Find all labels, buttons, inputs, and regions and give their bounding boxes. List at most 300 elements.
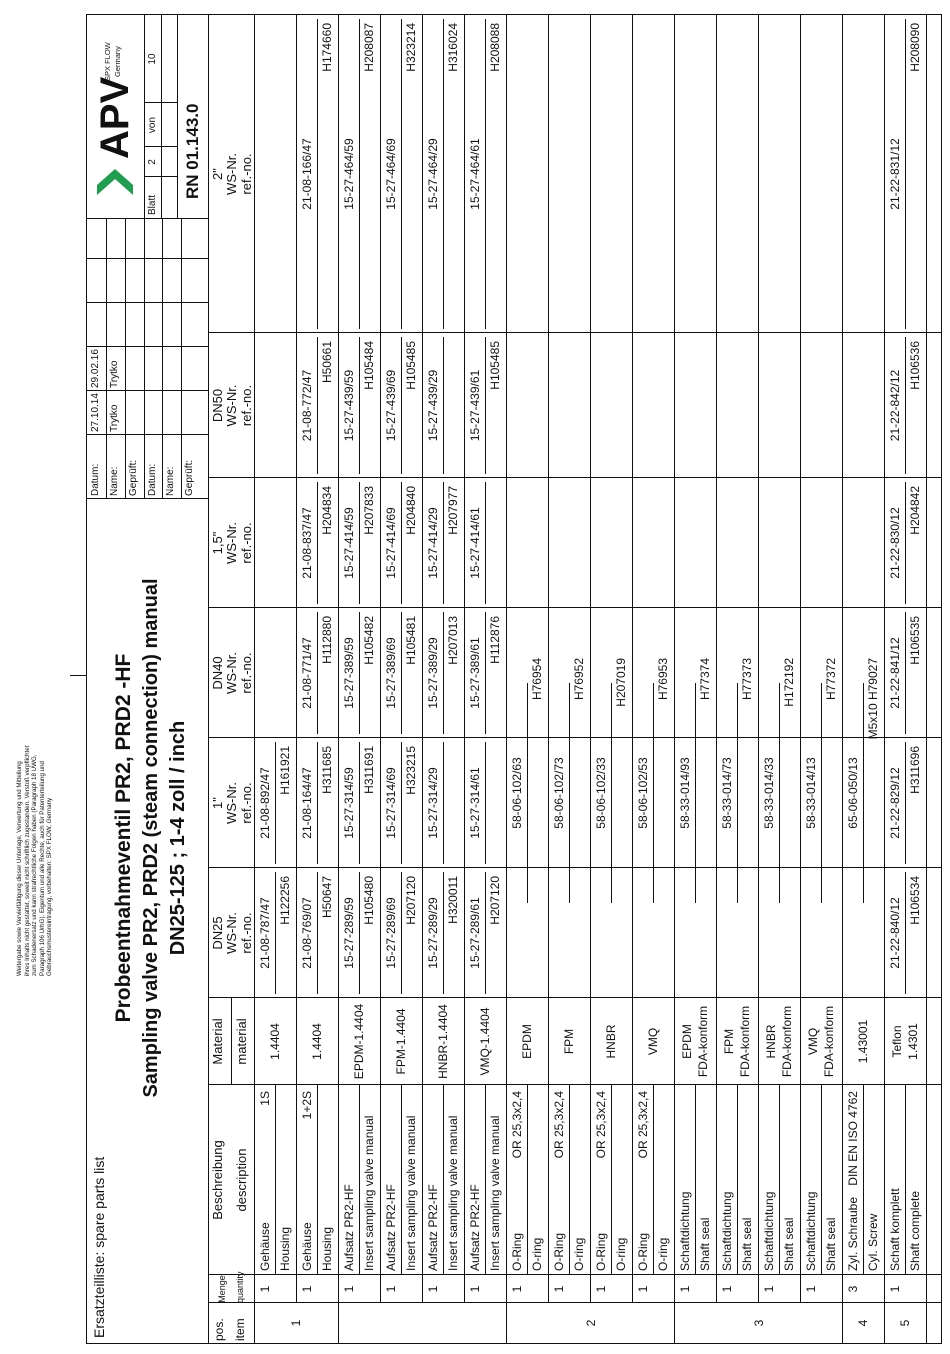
ws-number-cell: 15-27-389/59 bbox=[342, 637, 356, 709]
cell-underline bbox=[695, 683, 696, 903]
material-cell: HNBR bbox=[604, 1024, 618, 1059]
ref-number-cell: H208090 bbox=[908, 23, 922, 72]
ref-number-cell: H174660 bbox=[320, 23, 334, 72]
ws-number-label: WS-Nr. bbox=[224, 522, 239, 564]
ref-number-label: ref.-no. bbox=[239, 912, 254, 954]
description-de: O-Ring bbox=[594, 1232, 608, 1271]
ws-number-cell: 15-27-389/69 bbox=[384, 637, 398, 709]
name-label: Name: bbox=[109, 466, 120, 496]
description-en: Insert sampling valve manual bbox=[362, 1115, 376, 1271]
description-de: Schaft komplett bbox=[888, 1188, 902, 1271]
ref-number-cell: H105485 bbox=[488, 341, 502, 390]
description-en: Shaft complete bbox=[908, 1190, 922, 1271]
ws-number-cell: 21-22-840/12 bbox=[888, 897, 902, 969]
ws-number-cell: 21-08-772/47 bbox=[300, 369, 314, 442]
ref-number-cell: H207019 bbox=[614, 658, 628, 707]
sheet-total: 10 bbox=[147, 53, 158, 65]
quantity-cell: 1 bbox=[888, 1285, 902, 1293]
ws-number-cell: 15-27-289/69 bbox=[384, 897, 398, 969]
quantity-cell: 1 bbox=[594, 1285, 608, 1293]
revision-block bbox=[87, 15, 208, 499]
description-en: Shaft seal bbox=[698, 1217, 712, 1271]
size-header: DN25 bbox=[210, 916, 225, 950]
cell-underline bbox=[401, 19, 402, 329]
ref-number-cell: H207833 bbox=[362, 486, 376, 535]
ws-number-cell: 58-06-102/53 bbox=[636, 757, 650, 829]
desc-divider bbox=[485, 1085, 486, 1275]
quantity-header-en: quantity bbox=[235, 1271, 245, 1303]
material-cell-2: FDA-konform bbox=[780, 1005, 794, 1078]
description-spec: OR 25,3x2,4 bbox=[552, 1091, 566, 1159]
sheet-number: 2 bbox=[147, 159, 158, 165]
item-number: 5 bbox=[898, 1319, 912, 1327]
revision-date-1: 27.10.14 bbox=[90, 393, 101, 432]
ws-number-cell: 21-08-164/47 bbox=[300, 767, 314, 839]
size-header: 2" bbox=[210, 168, 225, 180]
ws-number-cell: 15-27-389/61 bbox=[468, 637, 482, 709]
ws-number-cell: 15-27-439/69 bbox=[384, 369, 398, 442]
revision-name-1: Trytko bbox=[109, 404, 120, 432]
material-cell: HNBR-1.4404 bbox=[436, 1004, 450, 1079]
cell-underline bbox=[569, 683, 570, 903]
cell-underline bbox=[653, 683, 654, 903]
description-de: O-Ring bbox=[552, 1232, 566, 1271]
cell-underline bbox=[527, 683, 528, 903]
cell-underline bbox=[485, 482, 486, 604]
ws-number-cell: 58-06-102/73 bbox=[552, 757, 566, 829]
description-header-en: description bbox=[234, 1148, 249, 1212]
ref-number-cell: H105481 bbox=[404, 616, 418, 665]
cell-underline bbox=[485, 612, 486, 734]
cell-underline bbox=[317, 872, 318, 994]
description-de: O-Ring bbox=[636, 1232, 650, 1271]
ref-number-cell: H323215 bbox=[404, 746, 418, 795]
ref-number-cell: H208087 bbox=[362, 23, 376, 72]
cell-underline bbox=[317, 612, 318, 734]
desc-divider bbox=[611, 1085, 612, 1275]
cell-underline bbox=[905, 872, 906, 994]
row-divider bbox=[548, 15, 549, 1303]
cell-underline bbox=[779, 683, 780, 903]
ref-number-label: ref.-no. bbox=[239, 522, 254, 564]
quantity-cell: 1 bbox=[762, 1285, 776, 1293]
desc-divider bbox=[275, 1085, 276, 1275]
checked-label: Geprüft: bbox=[128, 459, 139, 496]
ref-number-cell: H105480 bbox=[362, 876, 376, 925]
ref-number-cell: H172192 bbox=[782, 658, 796, 707]
cell-underline bbox=[317, 337, 318, 474]
description-en: Insert sampling valve manual bbox=[446, 1115, 460, 1271]
row-divider bbox=[716, 15, 717, 1303]
ref-number-cell: H76952 bbox=[572, 658, 586, 701]
cell-underline bbox=[737, 683, 738, 903]
ref-number-cell: H204834 bbox=[320, 486, 334, 535]
material-cell: VMQ bbox=[806, 1027, 820, 1056]
item-number: 4 bbox=[856, 1319, 870, 1327]
ref-number-cell: H77372 bbox=[824, 658, 838, 701]
cell-underline bbox=[317, 482, 318, 604]
desc-divider bbox=[779, 1085, 780, 1275]
cell-underline bbox=[359, 19, 360, 329]
cell-underline bbox=[443, 872, 444, 994]
ref-number-cell: H77373 bbox=[740, 658, 754, 701]
document-title: Probeentnahmeventil PR2, PRD2 -HF bbox=[112, 653, 135, 1023]
ws-number-cell: 58-06-102/63 bbox=[510, 757, 524, 829]
ref-number-cell: H207120 bbox=[404, 876, 418, 925]
description-de: Schaftdichtung bbox=[720, 1191, 734, 1271]
ws-number-cell: 15-27-289/59 bbox=[342, 897, 356, 969]
cell-underline bbox=[905, 742, 906, 864]
description-en: Shaft seal bbox=[824, 1217, 838, 1271]
ref-number-label: ref.-no. bbox=[239, 782, 254, 824]
ws-number-cell: 15-27-439/59 bbox=[342, 369, 356, 442]
material-cell: VMQ-1.4404 bbox=[478, 1007, 492, 1076]
description-en: Insert sampling valve manual bbox=[488, 1115, 502, 1271]
desc-divider bbox=[569, 1085, 570, 1275]
cell-underline bbox=[401, 872, 402, 994]
ref-number-cell: H208088 bbox=[488, 23, 502, 72]
description-de: Schaftdichtung bbox=[762, 1191, 776, 1271]
ws-number-cell: 15-27-414/29 bbox=[426, 507, 440, 579]
row-divider bbox=[380, 15, 381, 1303]
ref-number-cell: H76953 bbox=[656, 658, 670, 701]
ws-number-cell: 58-33-014/73 bbox=[720, 757, 734, 829]
ref-number-cell: H311696 bbox=[908, 746, 922, 794]
document-subtitle: Sampling valve PR2, PRD2 (steam connection) manual bbox=[140, 578, 162, 1098]
cell-underline bbox=[275, 872, 276, 994]
divider-mark bbox=[70, 675, 86, 676]
row-divider bbox=[674, 15, 675, 1343]
cell-underline bbox=[905, 19, 906, 329]
ws-number-cell: 15-27-414/69 bbox=[384, 507, 398, 579]
logo-wordmark: APV bbox=[93, 76, 137, 159]
row-divider bbox=[800, 15, 801, 1303]
checked-label-2: Geprüft: bbox=[184, 459, 195, 496]
row-divider bbox=[758, 15, 759, 1303]
desc-divider bbox=[737, 1085, 738, 1275]
ws-number-cell: 21-08-769/07 bbox=[300, 897, 314, 969]
material-header: Material bbox=[210, 1018, 225, 1065]
description-de: Zyl. Schraube bbox=[846, 1196, 860, 1271]
pos-header: pos. bbox=[212, 1318, 226, 1341]
ws-number-cell: 21-22-831/12 bbox=[888, 138, 902, 210]
ref-number-cell: H207977 bbox=[446, 486, 460, 535]
ref-number-cell: H105485 bbox=[404, 341, 418, 390]
material-cell: EPDM-1.4404 bbox=[352, 1003, 366, 1080]
ws-number-cell: 21-08-787/47 bbox=[258, 897, 272, 969]
description-en: Housing bbox=[320, 1226, 334, 1271]
ws-number-cell: 15-27-289/61 bbox=[468, 897, 482, 969]
ref-number-label: ref.-no. bbox=[239, 153, 254, 195]
legal-notice-line: ihres Inhalts nicht gestattet, soweit nicht schriftlich zugestanden. Verstoß verpflichtet bbox=[23, 745, 31, 976]
item-header: item bbox=[233, 1318, 247, 1341]
desc-divider bbox=[359, 1085, 360, 1275]
ref-number-cell: H323214 bbox=[404, 23, 418, 72]
ws-number-cell: 15-27-314/61 bbox=[468, 767, 482, 839]
quantity-cell: 3 bbox=[846, 1285, 860, 1293]
quantity-header: Menge bbox=[217, 1275, 227, 1303]
ref-number-cell: H50661 bbox=[320, 341, 334, 384]
column-divider bbox=[208, 477, 941, 478]
material-cell-2: FDA-konform bbox=[738, 1005, 752, 1078]
ws-number-cell: 15-27-314/69 bbox=[384, 767, 398, 839]
ref-number-cell: H122256 bbox=[278, 876, 292, 925]
cell-underline bbox=[317, 742, 318, 864]
ws-number-cell: 15-27-464/61 bbox=[468, 138, 482, 210]
description-en: O-ring bbox=[656, 1237, 670, 1271]
row-divider bbox=[296, 15, 297, 1303]
cell-underline bbox=[359, 482, 360, 604]
ws-number-cell: 15-27-439/29 bbox=[426, 369, 440, 442]
desc-divider bbox=[317, 1085, 318, 1275]
ref-number-cell: H311685 bbox=[320, 746, 334, 794]
description-spec: OR 25,3x2,4 bbox=[636, 1091, 650, 1159]
ws-number-cell: 15-27-389/29 bbox=[426, 637, 440, 709]
description-spec: 1S bbox=[258, 1091, 272, 1106]
ref-number-cell: H161921 bbox=[278, 746, 292, 795]
ref-number-label: ref.-no. bbox=[239, 652, 254, 694]
cell-underline bbox=[443, 482, 444, 604]
ref-number-cell: H106534 bbox=[908, 876, 922, 925]
row-divider bbox=[464, 15, 465, 1303]
material-cell: FPM-1.4404 bbox=[394, 1008, 408, 1075]
row-divider bbox=[842, 15, 843, 1343]
description-en: Housing bbox=[278, 1226, 292, 1271]
ws-number-label: WS-Nr. bbox=[224, 652, 239, 694]
quantity-cell: 1 bbox=[636, 1285, 650, 1293]
description-en: O-ring bbox=[572, 1237, 586, 1271]
ref-number-cell: H207013 bbox=[446, 616, 460, 665]
desc-divider bbox=[443, 1085, 444, 1275]
description-de: Aufsatz PR2-HF bbox=[426, 1184, 440, 1271]
cell-underline bbox=[401, 337, 402, 474]
ref-number-cell: H50647 bbox=[320, 876, 334, 919]
cell-underline bbox=[863, 683, 864, 903]
ref-number-cell: H112880 bbox=[320, 616, 334, 664]
ws-number-cell: 21-08-837/47 bbox=[300, 507, 314, 579]
ws-number-cell: 21-22-841/12 bbox=[888, 637, 902, 709]
ref-number-cell: H106536 bbox=[908, 341, 922, 390]
logo-company: SPX FLOW bbox=[103, 42, 112, 81]
material-cell: 1.43001 bbox=[856, 1019, 870, 1064]
ws-number-cell: 58-33-014/13 bbox=[804, 757, 818, 829]
material-cell-2: FDA-konform bbox=[822, 1005, 836, 1078]
cell-underline bbox=[611, 683, 612, 903]
ws-number-cell: 15-27-439/61 bbox=[468, 369, 482, 442]
ws-number-cell: 21-08-892/47 bbox=[258, 767, 272, 839]
ref-number-cell: H204842 bbox=[908, 486, 922, 535]
ws-number-cell: 21-22-829/12 bbox=[888, 767, 902, 839]
ws-number-cell: 15-27-289/29 bbox=[426, 897, 440, 969]
revision-name-2: Trytko bbox=[109, 360, 120, 388]
ws-number-cell: 15-27-464/69 bbox=[384, 138, 398, 210]
material-cell: EPDM bbox=[680, 1024, 694, 1059]
ref-number-cell: H77374 bbox=[698, 658, 712, 701]
ws-number-cell: 65-06-050/13 bbox=[846, 757, 860, 829]
legal-notice-line: Gebrauchsmustereintragung, vorbehalten: SPX FLOW, Germany bbox=[46, 797, 54, 976]
description-de: Gehäuse bbox=[300, 1222, 314, 1271]
cell-underline bbox=[821, 683, 822, 903]
cell-underline bbox=[443, 742, 444, 864]
quantity-cell: 1 bbox=[552, 1285, 566, 1293]
ws-number-cell: 58-06-102/33 bbox=[594, 757, 608, 829]
ref-number-cell: H207120 bbox=[488, 876, 502, 925]
ws-number-label: WS-Nr. bbox=[224, 384, 239, 427]
cell-underline bbox=[359, 872, 360, 994]
cell-underline bbox=[401, 482, 402, 604]
cell-underline bbox=[443, 337, 444, 474]
ws-number-label: WS-Nr. bbox=[224, 912, 239, 954]
cell-underline bbox=[485, 742, 486, 864]
row-divider bbox=[590, 15, 591, 1303]
description-en: O-ring bbox=[530, 1237, 544, 1271]
cell-underline bbox=[905, 337, 906, 474]
desc-divider bbox=[863, 1085, 864, 1275]
ws-number-cell: 58-33-014/33 bbox=[762, 757, 776, 829]
ref-number-cell: H105484 bbox=[362, 341, 376, 390]
sheet-label: Blatt bbox=[147, 194, 158, 215]
size-header: 1" bbox=[210, 797, 225, 809]
ref-number-cell: H105482 bbox=[362, 616, 376, 665]
ref-number-cell: H316024 bbox=[446, 23, 460, 72]
material-header-en: material bbox=[234, 1018, 249, 1065]
cell-underline bbox=[359, 337, 360, 474]
quantity-cell: 1 bbox=[720, 1285, 734, 1293]
cell-underline bbox=[275, 742, 276, 864]
material-cell: VMQ bbox=[646, 1027, 660, 1056]
desc-divider bbox=[821, 1085, 822, 1275]
cell-underline bbox=[443, 19, 444, 329]
material-cell: EPDM bbox=[520, 1024, 534, 1059]
legal-notice-line: Weitergabe sowie Vervielfältigung dieser Unterlage, Verwertung und Mitteilung bbox=[16, 761, 23, 976]
description-de: Aufsatz PR2-HF bbox=[342, 1184, 356, 1271]
material-cell: FPM bbox=[722, 1028, 736, 1055]
material-cell: 1.4404 bbox=[310, 1023, 324, 1060]
quantity-cell: 1 bbox=[258, 1285, 272, 1293]
cell-underline bbox=[905, 482, 906, 604]
description-de: Aufsatz PR2-HF bbox=[468, 1184, 482, 1271]
cell-underline bbox=[401, 742, 402, 864]
quantity-cell: 1 bbox=[804, 1285, 818, 1293]
row-divider bbox=[422, 15, 423, 1303]
size-header: 1,5" bbox=[210, 531, 225, 555]
item-number: 1 bbox=[289, 1319, 303, 1327]
legal-notice-line: Paragraph 106 UrhG). Eigentum und alle Rechte, auch für Patenterteilung und bbox=[38, 761, 46, 976]
logo-country: Germany bbox=[113, 46, 122, 77]
row-divider bbox=[506, 15, 507, 1343]
description-spec: 1+2S bbox=[300, 1091, 314, 1120]
chevron-logo-icon bbox=[95, 165, 135, 199]
of-label: von bbox=[147, 116, 158, 134]
legal-notice bbox=[16, 676, 54, 976]
drawing-number: RN 01.143.0 bbox=[183, 103, 202, 199]
cell-underline bbox=[317, 19, 318, 329]
description-de: Gehäuse bbox=[258, 1222, 272, 1271]
column-divider bbox=[208, 607, 941, 608]
cell-underline bbox=[359, 742, 360, 864]
description-spec: DIN EN ISO 4762 bbox=[846, 1091, 860, 1186]
desc-divider bbox=[401, 1085, 402, 1275]
row-divider bbox=[632, 15, 633, 1303]
ws-number-cell: 58-33-014/93 bbox=[678, 757, 692, 829]
cell-underline bbox=[359, 612, 360, 734]
quantity-cell: 1 bbox=[342, 1285, 356, 1293]
size-range: DN25-125 ; 1-4 zoll / inch bbox=[167, 720, 189, 956]
date-label: Datum: bbox=[90, 463, 101, 496]
material-cell: 1.4404 bbox=[268, 1023, 282, 1060]
description-header: Beschreibung bbox=[210, 1140, 225, 1220]
description-en: Shaft seal bbox=[740, 1217, 754, 1271]
ws-number-label: WS-Nr. bbox=[224, 782, 239, 824]
cell-underline bbox=[485, 19, 486, 329]
size-header: DN40 bbox=[210, 656, 225, 690]
quantity-cell: 1 bbox=[384, 1285, 398, 1293]
material-cell: FPM bbox=[562, 1028, 576, 1055]
cell-underline bbox=[485, 872, 486, 994]
ref-number-cell: H112876 bbox=[488, 616, 502, 664]
description-de: O-Ring bbox=[510, 1232, 524, 1271]
description-en: O-ring bbox=[614, 1237, 628, 1271]
ref-number-cell: M5x10 H79027 bbox=[866, 658, 880, 740]
row-divider bbox=[926, 15, 927, 1343]
quantity-cell: 1 bbox=[426, 1285, 440, 1293]
quantity-cell: 1 bbox=[510, 1285, 524, 1293]
desc-divider bbox=[527, 1085, 528, 1275]
description-en: Insert sampling valve manual bbox=[404, 1115, 418, 1271]
apv-logo bbox=[93, 19, 137, 199]
material-cell-2: 1.4301 bbox=[906, 1023, 920, 1060]
material-cell: Teflon bbox=[890, 1025, 904, 1058]
ref-number-cell: H76954 bbox=[530, 658, 544, 701]
ws-number-cell: 15-27-414/61 bbox=[468, 507, 482, 579]
cell-underline bbox=[905, 612, 906, 734]
row-divider bbox=[338, 15, 339, 1343]
date-label-2: Datum: bbox=[147, 463, 158, 496]
row-divider bbox=[884, 15, 885, 1343]
ws-number-label: WS-Nr. bbox=[224, 153, 239, 195]
ref-number-cell: H320011 bbox=[446, 876, 460, 924]
ws-number-cell: 15-27-464/29 bbox=[426, 138, 440, 210]
parts-list-frame bbox=[86, 14, 942, 1344]
size-header: DN50 bbox=[210, 388, 225, 423]
ws-number-cell: 15-27-314/59 bbox=[342, 767, 356, 839]
ws-number-cell: 21-08-166/47 bbox=[300, 138, 314, 210]
item-number: 3 bbox=[752, 1319, 766, 1327]
quantity-cell: 1 bbox=[300, 1285, 314, 1293]
ws-number-cell: 15-27-414/59 bbox=[342, 507, 356, 579]
desc-divider bbox=[653, 1085, 654, 1275]
description-spec: OR 25,3x2,4 bbox=[594, 1091, 608, 1159]
description-de: Schaftdichtung bbox=[804, 1191, 818, 1271]
cell-underline bbox=[485, 337, 486, 474]
desc-divider bbox=[695, 1085, 696, 1275]
desc-divider bbox=[905, 1085, 906, 1275]
ref-number-cell: H204840 bbox=[404, 486, 418, 535]
quantity-cell: 1 bbox=[678, 1285, 692, 1293]
name-label-2: Name: bbox=[165, 466, 176, 496]
legal-notice-line: zum Schadenersatz und kann strafrechtliche Folgen haben (Paragraph 18 UWG, bbox=[31, 754, 39, 976]
quantity-cell: 1 bbox=[468, 1285, 482, 1293]
cell-underline bbox=[443, 612, 444, 734]
column-divider bbox=[208, 332, 941, 333]
ws-number-cell: 21-22-842/12 bbox=[888, 369, 902, 442]
ws-number-cell: 15-27-314/29 bbox=[426, 767, 440, 839]
ref-number-label: ref.-no. bbox=[239, 384, 254, 427]
ref-number-cell: H311691 bbox=[362, 746, 376, 794]
description-en: Shaft seal bbox=[782, 1217, 796, 1271]
ws-number-cell: 21-22-830/12 bbox=[888, 507, 902, 579]
cell-underline bbox=[401, 612, 402, 734]
